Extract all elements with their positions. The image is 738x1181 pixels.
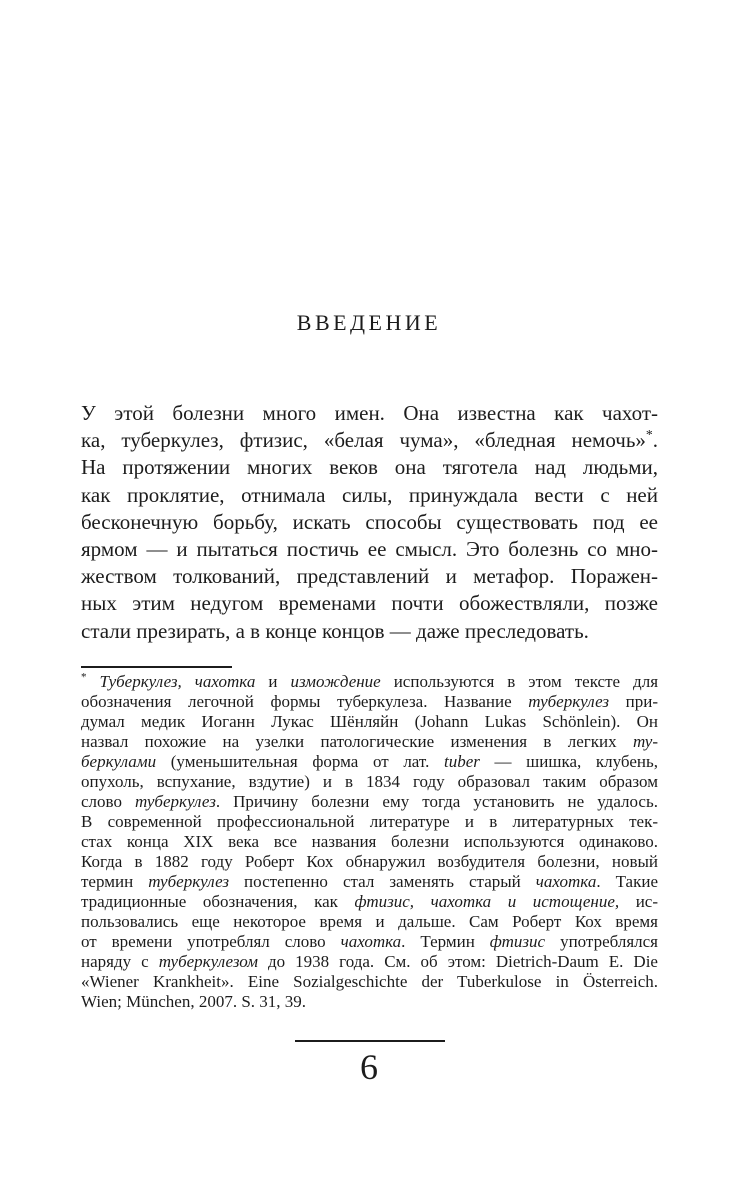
text-segment: традиционные обозначения, как bbox=[81, 892, 355, 911]
text-segment: (уменьшительная форма от лат. bbox=[156, 752, 444, 771]
italic-text: туберкулезом bbox=[158, 952, 258, 971]
text-line: «Wiener Krankheit». Eine Sozialgeschichte der Tuberkulose in Österreich. bbox=[81, 972, 658, 991]
italic-text: Туберкулез, чахотка bbox=[99, 672, 256, 691]
text-line bbox=[81, 792, 658, 812]
page-number-rule bbox=[295, 1040, 445, 1042]
italic-text: ту- bbox=[632, 732, 658, 751]
text-line: жеством толкований, представлений и метафор. Поражен- bbox=[81, 564, 658, 589]
text-line: думал медик Иоганн Лукас Шёнляйн (Johann Lukas Schönlein). Он bbox=[81, 712, 658, 731]
italic-text: фтизис bbox=[489, 932, 546, 951]
italic-text: туберкулез bbox=[135, 792, 216, 811]
text-line bbox=[81, 732, 658, 752]
footnote-marker: * bbox=[645, 427, 653, 443]
text-line bbox=[81, 427, 658, 454]
text-line: как проклятие, отнимала силы, принуждала вести с ней bbox=[81, 482, 658, 507]
text-line: стали презирать, а в конце концов — даже преследовать. bbox=[81, 618, 589, 643]
text-line: ярмом — и пытаться постичь ее смысл. Это болезнь со мно- bbox=[81, 537, 658, 562]
text-segment: слово bbox=[81, 792, 135, 811]
italic-text: туберкулез bbox=[528, 692, 610, 711]
text-line bbox=[81, 932, 658, 952]
text-line: На протяжении многих веков она тяготела над людьми, bbox=[81, 455, 658, 480]
text-line bbox=[81, 952, 658, 972]
text-segment: от времени употреблял слово bbox=[81, 932, 341, 951]
text-line: У этой болезни много имен. Она известна как чахот- bbox=[81, 401, 658, 425]
body-text bbox=[81, 400, 658, 645]
italic-text: туберкулез bbox=[148, 872, 230, 891]
text-line: стах конца XIX века все названия болезни используются одинаково. bbox=[81, 832, 658, 851]
text-line bbox=[81, 672, 658, 692]
text-segment: обозначения легочной формы туберкулеза. Название bbox=[81, 692, 529, 711]
italic-text: tuber bbox=[443, 752, 480, 771]
footnote-separator bbox=[81, 666, 232, 668]
text-segment: . Термин bbox=[401, 932, 490, 951]
page-number: 6 bbox=[360, 1047, 378, 1087]
italic-text: беркулами bbox=[81, 752, 157, 771]
italic-text: измождение bbox=[290, 672, 381, 691]
text-segment: ис- bbox=[619, 892, 658, 911]
italic-text: чахотка bbox=[340, 932, 402, 951]
text-segment: термин bbox=[81, 872, 149, 891]
text-segment bbox=[87, 672, 100, 691]
text-line: бесконечную борьбу, искать способы существовать под ее bbox=[81, 509, 658, 534]
text-line: ных этим недугом временами почти обожествляли, позже bbox=[81, 591, 658, 616]
chapter-title: ВВЕДЕНИЕ bbox=[296, 309, 442, 335]
text-segment: . Такие bbox=[596, 872, 659, 891]
footnote-marker: * bbox=[81, 671, 87, 684]
text-line: В современной профессиональной литературе и в литературных тек- bbox=[81, 812, 658, 831]
text-segment: употреблялся bbox=[545, 932, 658, 951]
text-segment: . Причину болезни ему тогда установить не удалось. bbox=[215, 792, 658, 811]
text-segment: используются в этом тексте для bbox=[380, 672, 659, 691]
text-line bbox=[81, 872, 658, 892]
text-segment: при- bbox=[609, 692, 658, 711]
text-segment: назвал похожие на узелки патологические изменения в легких bbox=[81, 732, 633, 751]
text-segment: . bbox=[652, 428, 658, 453]
text-line: Когда в 1882 году Роберт Кох обнаружил возбудителя болезни, новый bbox=[81, 852, 658, 871]
text-line: Wien; München, 2007. S. 31, 39. bbox=[81, 992, 307, 1011]
text-line bbox=[81, 752, 658, 772]
italic-text: фтизис, чахотка и истощение, bbox=[354, 892, 620, 911]
text-segment: наряду с bbox=[81, 952, 159, 971]
text-line: опухоль, вспухание, вздутие) и в 1834 году образовал таким образом bbox=[81, 772, 658, 791]
text-segment: постепенно стал заменять старый bbox=[229, 872, 536, 891]
text-line: пользовались еще некоторое время и дальше. Сам Роберт Кох время bbox=[81, 912, 658, 931]
footnote-text bbox=[81, 672, 658, 1012]
text-segment: ка, туберкулез, фтизис, «белая чума», «бледная немочь» bbox=[81, 428, 646, 453]
text-line bbox=[81, 692, 658, 712]
text-segment: и bbox=[255, 672, 291, 691]
text-line bbox=[81, 892, 658, 912]
text-segment: — шишка, клубень, bbox=[479, 752, 659, 771]
text-segment: до 1938 года. См. об этом: Dietrich-Daum E. Die bbox=[258, 952, 658, 971]
italic-text: чахотка bbox=[535, 872, 597, 891]
